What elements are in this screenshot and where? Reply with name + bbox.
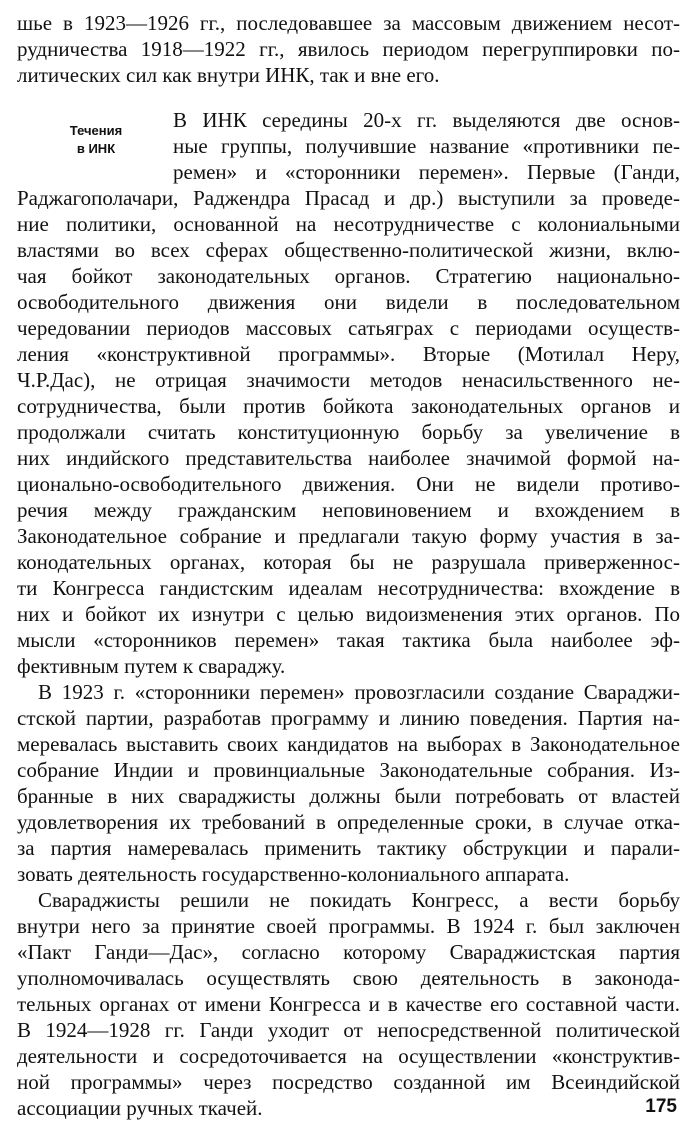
text-line: освободительного движения они видели в последовательном [17,290,680,314]
text-line: «Пакт Ганди—Дас», согласно которому Свараджистская партия [17,940,680,964]
text-line: продолжали считать конституционную борьбу за увеличение в [17,420,680,444]
text-line: Раджагополачари, Раджендра Прасад и др.) выступили за проведе- [17,186,680,210]
text-line: них индийского представительства наиболее значимой формой на- [17,446,680,470]
side-heading-line-1: Течения [69,123,123,138]
text-line: ной программы» через посредство созданной им Всеиндийской [17,1070,680,1094]
text-line: стской партии, разработав программу и линию поведения. Партия на- [17,706,680,730]
text-line: рудничества 1918—1922 гг., явилось периодом перегруппировки по- [17,37,680,61]
text-line: Свараджисты решили не покидать Конгресс, а вести борьбу [38,888,680,912]
text-line: ные группы, получившие название «противники пе- [173,134,680,158]
text-line: удовлетворения их требований в определенные сроки, в случае отка- [17,810,680,834]
text-line: них и бойкот их изнутри с целью видоизменения этих органов. По [17,602,680,626]
text-line: литических сил как внутри ИНК, так и вне его. [17,63,440,87]
text-line: ассоциации ручных ткачей. [17,1096,263,1120]
text-line: властями во всех сферах общественно-политической жизни, вклю- [17,238,680,262]
text-line: ремен» и «сторонники перемен». Первые (Ганди, [173,160,680,184]
side-heading [40,122,152,158]
text-line: меревалась выставить своих кандидатов на выборах в Законодательное [17,732,680,756]
text-line: сотрудничества, были против бойкота законодательных органов и [17,394,680,418]
text-line: ления «конструктивной программы». Вторые (Мотилал Неру, [17,342,680,366]
text-line: зовать деятельность государственно-колониального аппарата. [17,862,570,886]
text-line: деятельности и сосредоточивается на осуществлении «конструктив- [17,1044,680,1068]
text-line: ционально-освободительного движения. Они не видели противо- [17,472,680,496]
text-line: шье в 1923—1926 гг., последовавшее за массовым движением несот- [17,11,680,35]
text-line: В ИНК середины 20-х гг. выделяются две основ- [173,108,680,132]
page-number: 175 [645,1096,677,1117]
text-line: за партия намеревалась применить тактику обструкции и парали- [17,836,680,860]
text-line: внутри него за принятие своей программы. В 1924 г. был заключен [17,914,680,938]
text-line: бранные в них свараджисты должны были потребовать от властей [17,784,680,808]
text-line: фективным путем к свараджу. [17,654,286,678]
text-line: мысли «сторонников перемен» такая тактика была наиболее эф- [17,628,680,652]
text-line: тельных органах от имени Конгресса и в качестве его составной части. [17,992,680,1016]
text-line: ти Конгресса гандистским идеалам несотрудничества: вхождение в [17,576,680,600]
text-line: ние политики, основанной на несотрудничестве с колониальными [17,212,680,236]
text-line: чая бойкот законодательных органов. Стратегию национально- [17,264,680,288]
text-line: В 1923 г. «сторонники перемен» провозгласили создание Свараджи- [38,680,680,704]
text-line: собрание Индии и провинциальные Законодательные собрания. Из- [17,758,680,782]
text-line: Ч.Р.Дас), не отрицая значимости методов ненасильственного не- [17,368,680,392]
text-line: конодательных органах, которая бы не разрушала приверженнос- [17,550,680,574]
text-line: уполномочивалась осуществлять свою деятельность в законода- [17,966,680,990]
text-line: В 1924—1928 гг. Ганди уходит от непосредственной политической [17,1018,680,1042]
text-line: Законодательное собрание и предлагали такую форму участия в за- [17,524,680,548]
text-line: чередовании периодов массовых сатьяграх с периодами осуществ- [17,316,680,340]
side-heading-line-2: в ИНК [76,141,116,156]
text-line: речия между гражданским неповиновением и вхождением в [17,498,680,522]
